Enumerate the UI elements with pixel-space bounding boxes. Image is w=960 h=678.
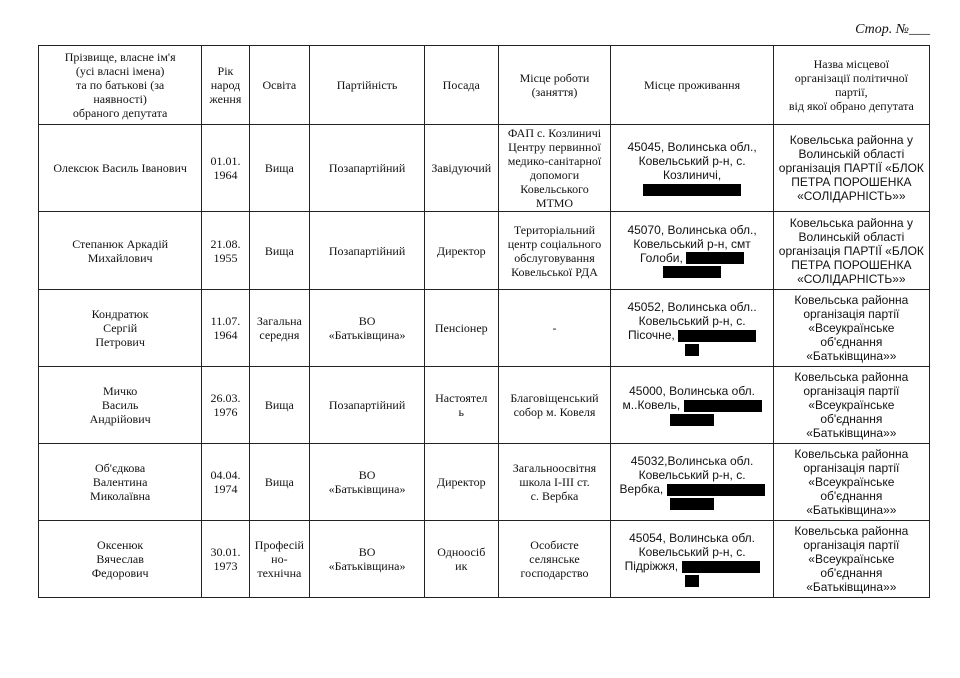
address-line: Ковельський р-н, с. [638,314,746,328]
address-line: 45032,Волинська обл. [630,454,754,468]
cell-birth-year: 01.01. 1964 [202,125,249,212]
redaction-bar [678,330,756,342]
cell-position: Пенсіонер [425,290,499,367]
cell-birth-year: 11.07. 1964 [202,290,249,367]
cell-birth-year: 30.01. 1973 [202,521,249,598]
cell-organization: Ковельська районна організація партії «Всеукраїнське об'єднання «Батьківщина»» [773,367,929,444]
address-line: м..Ковель, [622,398,681,412]
header-birth-year: Рік народ ження [202,46,249,125]
redaction-bar [643,184,741,196]
cell-education: Вища [249,444,309,521]
address-line: 45000, Волинська обл. [629,384,756,398]
address-line: Пісочне, [628,328,675,342]
cell-name: Кондратюк Сергій Петрович [39,290,202,367]
cell-residence [611,125,773,212]
cell-workplace: - [498,290,611,367]
redaction-bar [667,484,765,496]
cell-education: Професій но- технічна [249,521,309,598]
address-line: Козлиничі, [662,168,722,182]
cell-residence [611,212,773,290]
header-party: Партійність [310,46,425,125]
header-name: Прізвище, власне ім'я (усі власні імена) та по батькові (за наявності) обраного депутата [39,46,202,125]
cell-party: ВО «Батьківщина» [310,444,425,521]
cell-education: Вища [249,367,309,444]
cell-party: Позапартійний [310,212,425,290]
address-line: 45054, Волинська обл. [629,531,756,545]
cell-residence [611,290,773,367]
cell-position: Директор [425,444,499,521]
cell-position: Настоятел ь [425,367,499,444]
cell-education: Вища [249,125,309,212]
cell-workplace: Територіальний центр соціального обслуговування Ковельської РДА [498,212,611,290]
address-line: Вербка, [619,482,664,496]
deputies-table [38,45,930,598]
cell-organization: Ковельська районна у Волинській області організація ПАРТІЇ «БЛОК ПЕТРА ПОРОШЕНКА «СОЛІДАРНІСТЬ»» [773,212,929,290]
cell-workplace: Благовіщенський собор м. Ковеля [498,367,611,444]
redaction-bar [685,575,699,587]
address-line: Ковельський р-н, с. [638,154,746,168]
table-row [39,521,930,598]
header-row [39,46,930,125]
redaction-bar [682,561,760,573]
redaction-bar [670,414,714,426]
table-row [39,367,930,444]
cell-position: Одноосіб ик [425,521,499,598]
header-residence: Місце проживання [611,46,773,125]
page-number-label: Стор. №___ [855,22,930,37]
address-line: Ковельський р-н, с. [638,468,746,482]
cell-workplace: Особисте селянське господарство [498,521,611,598]
table-row [39,290,930,367]
cell-party: Позапартійний [310,125,425,212]
cell-birth-year: 21.08. 1955 [202,212,249,290]
address-line: Підріжжя, [624,559,679,573]
address-line: Ковельський р-н, смт [633,236,751,251]
cell-workplace: ФАП с. Козлиничі Центру первинної медико-санітарної допомоги Ковельського МТМО [498,125,611,212]
redaction-bar [685,344,699,356]
cell-position: Директор [425,212,499,290]
redaction-bar [684,400,762,412]
cell-position: Завідуючий [425,125,499,212]
cell-residence [611,444,773,521]
cell-birth-year: 04.04. 1974 [202,444,249,521]
redaction-bar [686,252,744,264]
redaction-bar [670,498,714,510]
header-position: Посада [425,46,499,125]
cell-organization: Ковельська районна у Волинській області організація ПАРТІЇ «БЛОК ПЕТРА ПОРОШЕНКА «СОЛІДАРНІСТЬ»» [773,125,929,212]
address-line: 45070, Волинська обл., [627,222,757,237]
address-line: Ковельський р-н, с. [638,545,746,559]
table-row [39,125,930,212]
cell-organization: Ковельська районна організація партії «Всеукраїнське об'єднання «Батьківщина»» [773,444,929,521]
redaction-bar [663,266,721,278]
cell-residence [611,521,773,598]
table-row [39,444,930,521]
cell-workplace: Загальноосвітня школа І-ІІІ ст. с. Вербка [498,444,611,521]
header-workplace: Місце роботи (заняття) [498,46,611,125]
cell-residence [611,367,773,444]
address-line: 45052, Волинська обл.. [627,300,757,314]
cell-party: Позапартійний [310,367,425,444]
cell-education: Загальна середня [249,290,309,367]
cell-name: Об'єдкова Валентина Миколаївна [39,444,202,521]
address-line: 45045, Волинська обл., [627,140,757,154]
cell-party: ВО «Батьківщина» [310,521,425,598]
cell-name: Мичко Василь Андрійович [39,367,202,444]
header-organization: Назва місцевої організації політичної партії, від якої обрано депутата [773,46,929,125]
table-row [39,212,930,290]
cell-name: Степанюк Аркадій Михайлович [39,212,202,290]
cell-birth-year: 26.03. 1976 [202,367,249,444]
header-education: Освіта [249,46,309,125]
cell-organization: Ковельська районна організація партії «Всеукраїнське об'єднання «Батьківщина»» [773,290,929,367]
cell-name: Оксенюк Вячеслав Федорович [39,521,202,598]
address-line: Голоби, [639,250,683,265]
cell-organization: Ковельська районна організація партії «Всеукраїнське об'єднання «Батьківщина»» [773,521,929,598]
cell-name: Олексюк Василь Іванович [39,125,202,212]
cell-party: ВО «Батьківщина» [310,290,425,367]
cell-education: Вища [249,212,309,290]
